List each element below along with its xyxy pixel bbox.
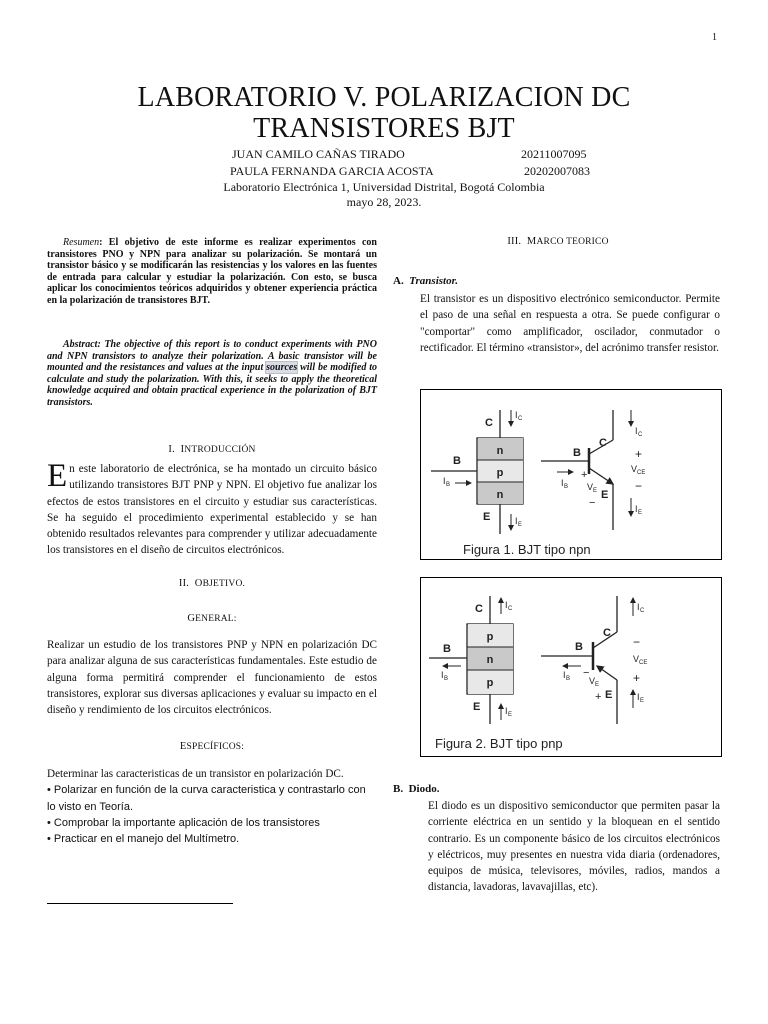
collector-label: C <box>485 417 493 429</box>
figure-2 <box>420 577 722 757</box>
svg-text:B: B <box>564 484 569 490</box>
minus-sign: − <box>633 635 641 649</box>
list-item: • Comprobar la importante aplicación de los transistores <box>47 816 320 829</box>
svg-text:E: E <box>640 698 645 704</box>
especificos-list <box>47 766 377 847</box>
figure-1-caption: Figura 1. BJT tipo npn <box>463 542 591 557</box>
subheading-especificos: ESPECÍFICOS: <box>179 741 245 752</box>
figure-1 <box>420 389 722 560</box>
symbol-base-label: B <box>573 447 581 459</box>
base-label: B <box>443 643 451 655</box>
figure-2-caption: Figura 2. BJT tipo pnp <box>435 736 563 751</box>
svg-text:E: E <box>593 488 598 494</box>
layer-label: n <box>496 445 504 457</box>
subsection-transistor: A. Transistor. <box>393 275 459 287</box>
date: mayo 28, 2023. <box>346 195 422 209</box>
svg-text:I: I <box>563 670 566 680</box>
abstract-paragraph <box>47 339 377 409</box>
vbe-label: V <box>589 676 596 686</box>
resumen-paragraph <box>47 237 377 307</box>
bjt-npn-diagram <box>421 390 721 559</box>
svg-text:C: C <box>518 416 523 422</box>
section-heading-marco: III. MARCO TEORICO <box>507 236 609 247</box>
plus-sign: + <box>635 447 643 461</box>
symbol-collector-label: C <box>599 437 607 449</box>
vbe-plus: + <box>595 691 602 703</box>
svg-text:I: I <box>505 600 508 610</box>
layer-label: p <box>486 677 494 689</box>
svg-text:I: I <box>637 602 640 612</box>
ie-label: I <box>515 516 518 526</box>
section-heading-intro: I. INTRODUCCIÓN <box>168 444 256 455</box>
highlighted-word[interactable]: sources <box>266 362 298 374</box>
affiliation: Laboratorio Electrónica 1, Universidad Distrital, Bogotá Colombia <box>223 180 545 194</box>
vbe-minus: − <box>583 667 590 679</box>
intro-text: n este laboratorio de electrónica, se ha montado un circuito básico utilizando transistores BJT PNP y NPN. El objetivo fue analizar los efectos de estos transistores en el circuito y estudiar sus características. Se ha seguido el procedimiento experimental establecido y se han obtenido resultados relevantes para comprender y utilizar adecuadamente los transistores en el diseño de circuitos electrónicos. <box>47 463 377 557</box>
section-heading-objetivo: II. OBJETIVO. <box>178 578 246 589</box>
symbol-emitter-label: E <box>601 489 609 501</box>
abstract-text-a: The objective of this report is to conduct experiments with PNO and NPN transistors to analyze their polarization. A basic transistor will be mounted and the resistances and values at the input <box>47 339 377 374</box>
svg-text:I: I <box>635 504 638 514</box>
svg-text:I: I <box>561 478 564 488</box>
footnote-divider <box>47 903 233 904</box>
symbol-collector-label: C <box>603 627 611 639</box>
abstract-label: Abstract: <box>63 339 105 350</box>
paper-title <box>40 82 728 144</box>
svg-text:CE: CE <box>639 660 648 666</box>
layer-label: n <box>496 489 504 501</box>
abstract-text-b: will be modified to calculate and study the polarization. With this, it seeks to apply the theoretical knowledge acquired and obtain practical experience in the polarization of BJT transistors. <box>47 362 377 408</box>
svg-text:I: I <box>635 426 638 436</box>
transistor-paragraph: El transistor es un dispositivo electrónico semiconductor. Permite el paso de una señal en respuesta a otra. Se puede configurar o "comportar" como amplificador, oscilador, conmutador o rectificador. El término «transistor», del acrónimo transfer resistor. <box>420 293 720 354</box>
intro-paragraph <box>47 458 377 559</box>
svg-text:C: C <box>508 606 513 612</box>
svg-text:I: I <box>505 706 508 716</box>
symbol-emitter-label: E <box>605 689 613 701</box>
collector-label: C <box>475 603 483 615</box>
plus-sign: + <box>633 671 641 685</box>
svg-text:C: C <box>638 432 643 438</box>
layer-label: n <box>486 654 494 666</box>
vbe-label: V <box>587 482 594 492</box>
list-item: • Practicar en el manejo del Multímetro. <box>47 833 240 846</box>
subsection-diodo: B. Diodo. <box>393 783 440 795</box>
svg-text:E: E <box>638 510 643 516</box>
author-2-id: 20202007083 <box>524 164 590 178</box>
list-item: • Polarizar en función de la curva caracteristica y contrastarlo con lo visto en Teoría. <box>47 784 366 813</box>
vbe-minus: − <box>589 497 596 509</box>
svg-text:B: B <box>446 482 451 488</box>
vbe-plus: + <box>581 469 588 481</box>
author-2-name: PAULA FERNANDA GARCIA ACOSTA <box>230 164 434 178</box>
general-paragraph: Realizar un estudio de los transistores PNP y NPN en polarización DC para analizar alguna de sus características fundamentales. Este estudio de alguna forma permitirá comprender el funcionamiento de estos transistores, explorar sus diversas aplicaciones y evaluar su impacto en el diseño y rendimiento de los circuitos electrónicos. <box>47 639 377 717</box>
svg-text:C: C <box>640 608 645 614</box>
emitter-label: E <box>483 511 491 523</box>
svg-text:B: B <box>444 676 449 682</box>
bjt-pnp-diagram <box>421 578 721 756</box>
symbol-base-label: B <box>575 641 583 653</box>
svg-text:CE: CE <box>637 470 646 476</box>
minus-sign: − <box>635 479 643 493</box>
author-1-name: JUAN CAMILO CAÑAS TIRADO <box>232 147 405 161</box>
vce-label: V <box>631 464 638 474</box>
ib-label: I <box>443 476 446 486</box>
ic-label: I <box>515 410 518 420</box>
svg-text:I: I <box>637 692 640 702</box>
layer-label: p <box>486 631 494 643</box>
emitter-label: E <box>473 701 481 713</box>
base-label: B <box>453 455 461 467</box>
svg-text:E: E <box>508 712 513 718</box>
drop-cap: E <box>47 458 68 494</box>
svg-text:E: E <box>595 682 600 688</box>
svg-text:I: I <box>441 670 444 680</box>
layer-label: p <box>496 467 504 479</box>
svg-text:B: B <box>566 676 571 682</box>
title-line-2: TRANSISTORES BJT <box>253 113 515 144</box>
diodo-paragraph: El diodo es un dispositivo semiconductor que permiten pasar la corriente eléctrica en un sentido y la bloquean en el sentido contrario. Es un componente básico de los circuitos electrónicos y eléctricos, muy presentes en nuestra vida diaria (ordenadores, equipos de música, televisores, móviles, radios, mandos a distancia, lavadoras, lavavajillas, etc). <box>428 800 720 894</box>
svg-text:E: E <box>518 522 523 528</box>
resumen-label: Resumen <box>63 237 100 248</box>
author-1-id: 20211007095 <box>521 147 587 161</box>
subheading-general: GENERAL: <box>187 613 237 624</box>
resumen-text: : El objetivo de este informe es realizar experimentos con transistores PNO y NPN para analizar su polarización. Se montará un transistor básico y se modificarán las resistencias y los valores en las fuentes de entrada para calcular y estudiar la polarización. Con esto, se busca aplicar los conocimientos teóricos adquiridos y obtener experiencia práctica en la polarización de transistores BJT. <box>47 237 377 306</box>
especificos-intro: Determinar las caracteristicas de un transistor en polarización DC. <box>47 768 344 780</box>
page-number: 1 <box>712 32 717 43</box>
vce-label: V <box>633 654 640 664</box>
title-line-1: LABORATORIO V. POLARIZACION DC <box>137 82 631 113</box>
